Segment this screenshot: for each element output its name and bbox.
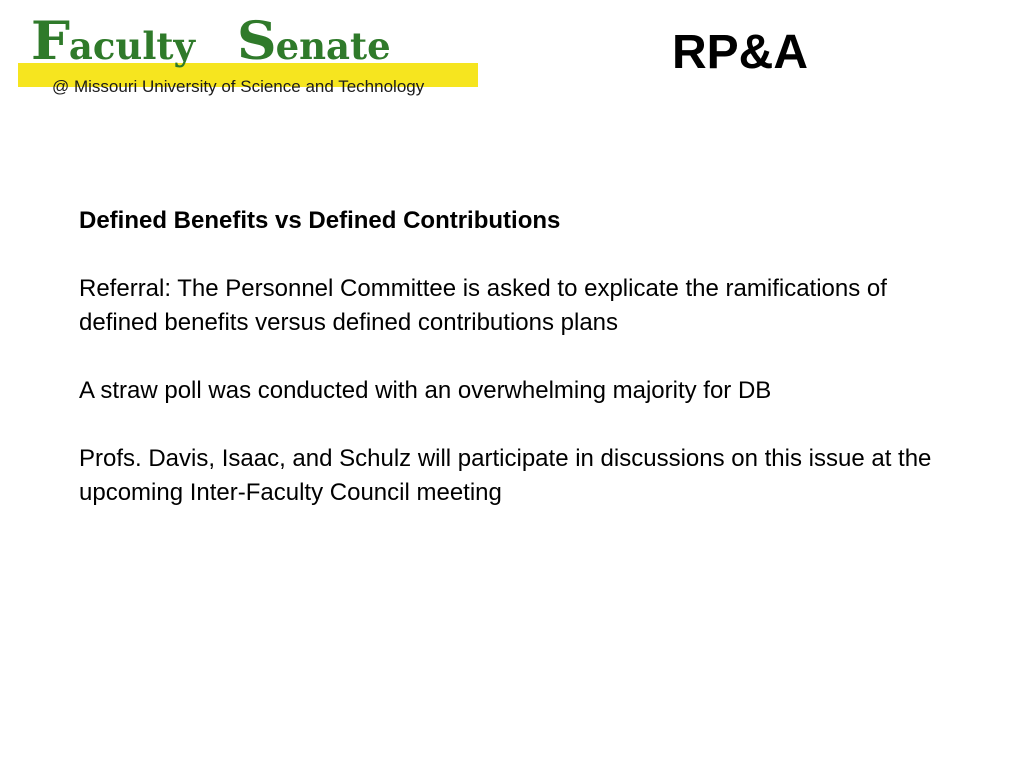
slide-title: RP&A <box>672 26 809 79</box>
slide-content <box>79 204 959 544</box>
paragraph-straw-poll: A straw poll was conducted with an overwhelming majority for DB <box>79 377 772 404</box>
logo-word-faculty-rest: aculty <box>68 24 195 68</box>
paragraph-participants: Profs. Davis, Isaac, and Schulz will participate in discussions on this issue at the upcoming Inter-Faculty Council meeting <box>79 445 932 506</box>
logo-word-senate-initial: S <box>236 11 277 72</box>
paragraph-referral: Referral: The Personnel Committee is asked to explicate the ramifications of defined benefits versus defined contributions plans <box>79 275 887 336</box>
logo-subtitle: @ Missouri University of Science and Technology <box>52 77 425 96</box>
logo-word-faculty-initial: F <box>30 11 71 72</box>
logo-word-senate-rest: enate <box>275 24 391 68</box>
slide-heading: Defined Benefits vs Defined Contributions <box>79 207 561 234</box>
logo-word-faculty <box>30 11 195 72</box>
logo-word-senate <box>236 11 391 72</box>
faculty-senate-logo <box>18 11 480 106</box>
